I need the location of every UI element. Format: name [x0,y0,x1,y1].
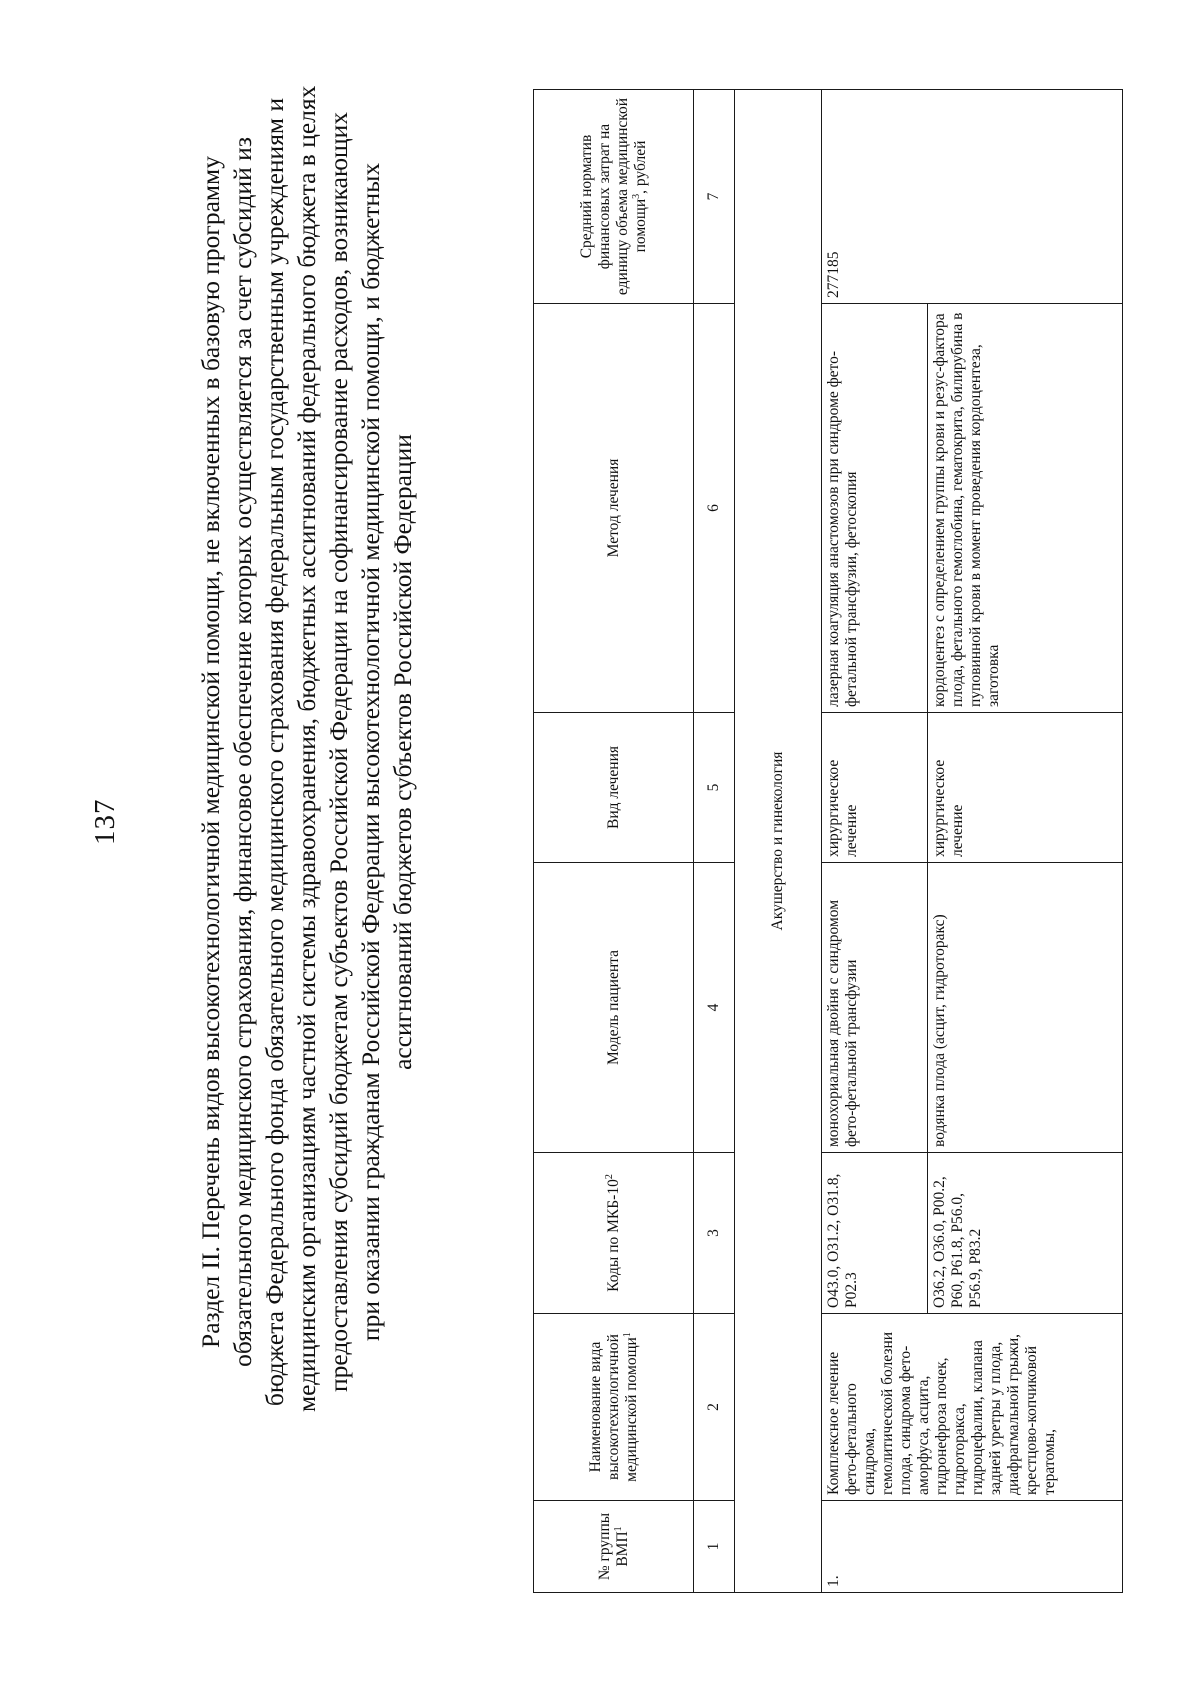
column-number: 7 [694,90,735,304]
column-number: 6 [694,304,735,713]
vmp-table [533,89,1123,1593]
treatment-kind-cell: хирургическое лечение [822,713,928,863]
table-row [822,90,928,1593]
column-number: 5 [694,713,735,863]
heading-line: обязательного медицинского страхования, финансовое обеспечение которых осуществляется за счет субсидий из [228,137,257,1367]
header-icd-codes: Коды по МКБ-$10^2$ [534,1153,694,1314]
average-cost-cell: 277185 [822,90,1123,304]
heading-line: предоставления субсидий бюджетам субъектов Российской Федерации на софинансирование расходов, возникающих [324,111,353,1393]
heading-line: бюджета Федерального фонда обязательного медицинского страхования федеральным государственным учреждениям и [260,97,289,1407]
header-average-cost: Средний норматив финансовых затрат на единицу объема медицинской помощи$^3$, рублей [534,90,694,304]
column-number: 4 [694,863,735,1153]
patient-model-cell: монохориальная двойня с синдромом фето-фетальной трансфузии [822,863,928,1153]
icd-codes-cell: O43.0, O31.2, O31.8, P02.3 [822,1153,928,1314]
heading-line: медицинским организациям частной системы здравоохранения, бюджетных ассигнований федерального бюджета в целях [292,85,321,1412]
treatment-method-cell: лазерная коагуляция анастомозов при синдроме фето-фетальной трансфузии, фетоскопия [822,304,928,713]
heading-line: Раздел II. Перечень видов высокотехнологичной медицинской помощи, не включенных в базовую программу [196,156,225,1348]
column-number: 1 [694,1501,735,1593]
treatment-method-cell: кордоцентез с определением группы крови и резус-фактора плода, фетального гемоглобина, гематокрита, билирубина в пуповинной крови в момент проведения кордоцентеза, заготовка [928,304,1123,713]
section-title: Акушерство и гинекология [735,90,822,1593]
vmp-name-cell: Комплексное лечение фето-фетального синдрома, гемолитической болезни плода, синдрома фето-аморфуса, асцита, гидронефроза почек, гидроторакса, гидроцефалии, клапана задней уретры у плода, диафрагмальной грыжи, крестцово-копчиковой тератомы, [822,1314,1123,1501]
icd-codes-cell: O36.2, O36.0, P00.2, P60, P61.8, P56.0, P56.9, P83.2 [928,1153,1123,1314]
patient-model-cell: водянка плода (асцит, гидроторакс) [928,863,1123,1153]
group-number-cell: 1. [822,1501,1123,1593]
heading-line: ассигнований бюджетов субъектов Российской Федерации [388,434,417,1070]
section-heading [195,85,435,1412]
page-number: 137 [89,798,121,845]
column-number-row [694,90,735,1593]
vmp-table-container [533,90,1123,1593]
header-treatment-kind: Вид лечения [534,713,694,863]
column-number: 3 [694,1153,735,1314]
column-number: 2 [694,1314,735,1501]
header-patient-model: Модель пациента [534,863,694,1153]
heading-line: при оказании гражданам Российской Федерации высокотехнологичной медицинской помощи, и бюджетных [356,162,385,1342]
header-group-number: № группы ВМП$^1$ [534,1501,694,1593]
header-vmp-name: Наименование вида высокотехнологичной медицинской помощи$^1$ [534,1314,694,1501]
table-header-row [534,90,694,1593]
section-row [735,90,822,1593]
treatment-kind-cell: хирургическое лечение [928,713,1123,863]
header-treatment-method: Метод лечения [534,304,694,713]
